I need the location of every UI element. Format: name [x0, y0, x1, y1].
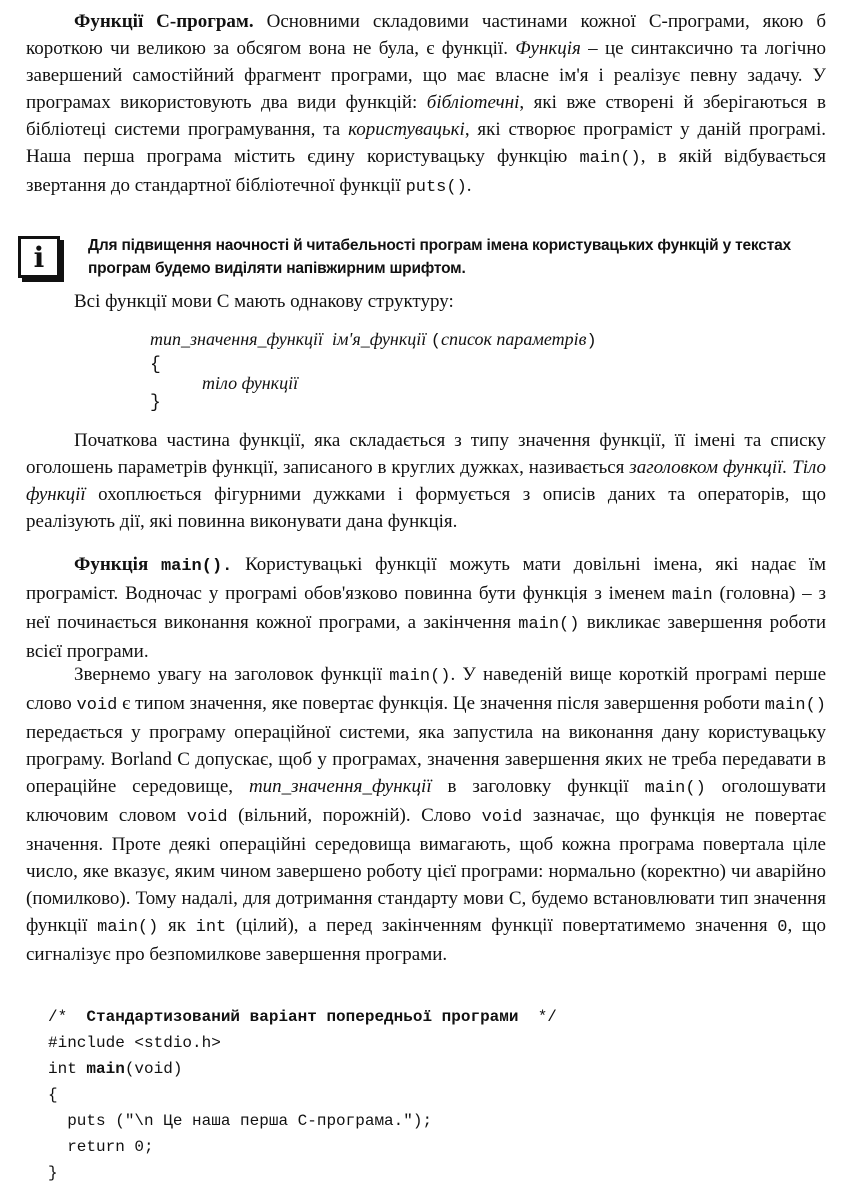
term-user-defined: користувацькі — [348, 119, 465, 140]
term-function: Функція — [515, 38, 581, 59]
code-line-close-brace: } — [48, 1164, 58, 1182]
code-line-comment: /* Стандартизований варіант попередньої програми */ — [48, 1008, 557, 1026]
paragraph-functions-intro: Функції С-програм. Основними складовими частинами кожної С-програми, якою б короткою чи великою за обсягом вона не була, є функції. Функція – це синтаксично та логічно завершений самостійний фрагмент програми, що має власне ім'я і реалізує певну задачу. У програмах використовують два види функцій: бібліотечні, які вже створені й зберігаються в бібліотеці системи програмування, та користувацькі, які створює програміст у даній програмі. Наша перша програма містить єдину користувацьку функцію main(), в якій відбувається звертання до стандартної бібліотечної функції puts(). — [26, 11, 827, 197]
paragraph-main-function: Функція main(). Користувацькі функції можуть мати довільні імена, які надає їм програміст. Водночас у програмі обов'язково повинна бути функція з іменем main (головна) – з неї починається виконання кожної програми, а закінчення main() викликає завершення роботи всієї програми. — [26, 554, 827, 662]
section-heading-main: Функція — [74, 554, 149, 575]
term-library: бібліотечні — [426, 92, 520, 113]
code-line-puts: puts ("\n Це наша перша С-програма."); — [48, 1112, 433, 1130]
paragraph-header-definition: Початкова частина функції, яка складається з типу значення функції, її імені та списку оголошень параметрів функції, записаного в круглих дужках, називається заголовком функції. Тіло функції охоплюється фігурними дужками і формується з описів даних та операторів, що реалізують дії, які повинна виконувати дана функція. — [26, 430, 826, 532]
inline-code: main() — [579, 149, 641, 168]
code-listing — [48, 1004, 828, 1186]
info-icon: i — [18, 236, 60, 278]
section-heading-functions: Функції С-програм. — [74, 11, 254, 32]
syntax-close-brace: } — [150, 393, 161, 413]
syntax-header-line: тип_значення_функції ім'я_функції (список параметрів) — [150, 329, 597, 351]
section-heading-main-code: main(). — [160, 557, 233, 576]
code-line-open-brace: { — [48, 1086, 58, 1104]
term-function-body: Тіло функції — [26, 457, 826, 505]
code-line-include: #include <stdio.h> — [48, 1034, 221, 1052]
info-note-text: Для підвищення наочності й читабельності програм імена користувацьких функцій у текстах програм будемо виділяти напівжирним шрифтом. — [88, 237, 791, 277]
code-line-main: int main(void) — [48, 1060, 183, 1078]
info-note — [18, 232, 838, 284]
syntax-body: тіло функції — [202, 373, 299, 393]
code-line-return: return 0; — [48, 1138, 154, 1156]
paragraph-main-header: Звернемо увагу на заголовок функції main(). У наведеній вище короткій програмі перше слово void є типом значення, яке повертає функція. Це значення після завершення роботи main() передається у програму операційної системи, яка запустила на виконання дану користувацьку програму. Borland C допускає, щоб у програмах, значення завершення яких не треба передавати в операційне середовище, тип_значення_функції в заголовку функції main() оголошувати ключовим словом void (вільний, порожній). Слово void зазначає, що функція не повертає значення. Проте деякі операційні середовища вимагають, щоб кожна програма повертала ціле число, яке вказує, яким чином завершено роботу цієї програми: нормально (коректно) чи аварійно (помилково). Тому надалі, для дотримання стандарту мови С, будемо встановлювати тип значення функції main() як int (цілий), а перед закінченням функції повертатимемо значення 0, що сигналізує про безпомилкове завершення програми. — [26, 664, 826, 965]
term-function-header: заголовком функції. — [629, 457, 788, 478]
paragraph-structure: Всі функції мови С мають однакову структуру: — [74, 291, 454, 312]
syntax-open-brace: { — [150, 355, 161, 375]
inline-code: puts() — [405, 178, 467, 197]
